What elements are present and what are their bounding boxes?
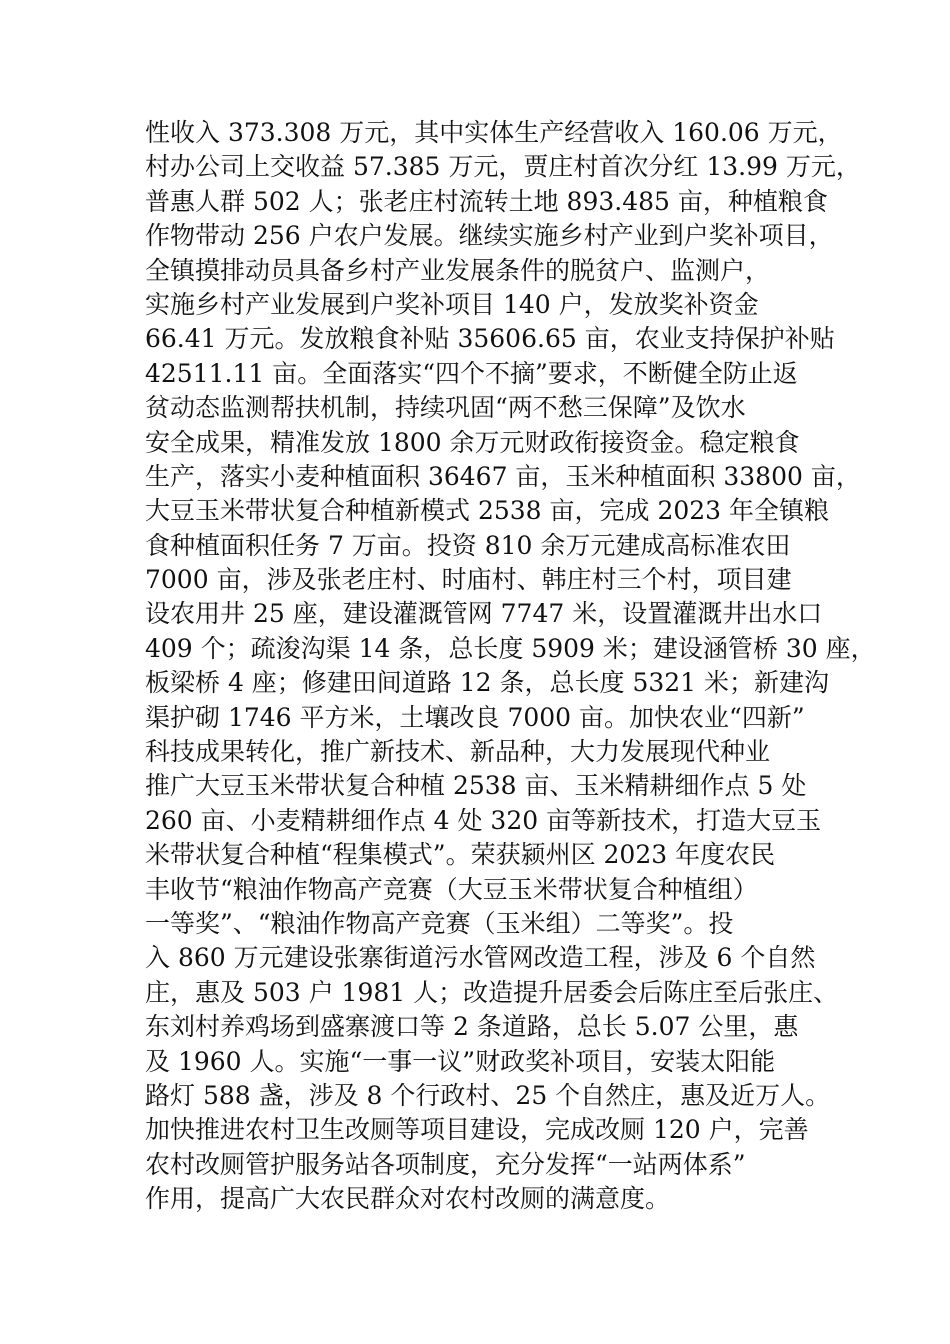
text-line: 实施乡村产业发展到户奖补项目 140 户，发放奖补资金 (145, 289, 759, 319)
text-line: 村办公司上交收益 57.385 万元，贾庄村首次分红 13.99 万元， (145, 152, 861, 182)
text-line: 米带状复合种植“程集模式”。荣获颍州区 2023 年度农民 (145, 840, 776, 870)
text-line: 安全成果，精准发放 1800 余万元财政衔接资金。稳定粮食 (145, 427, 800, 457)
text-line: 409 个；疏浚沟渠 14 条，总长度 5909 米；建设涵管桥 30 座， (145, 633, 876, 663)
text-line: 庄，惠及 503 户 1981 人；改造提升居委会后陈庄至后张庄、 (145, 977, 839, 1007)
text-line: 农村改厕管护服务站各项制度，充分发挥“一站两体系” (145, 1149, 746, 1179)
text-line: 推广大豆玉米带状复合种植 2538 亩、玉米精耕细作点 5 处 (145, 771, 807, 801)
body-text (145, 116, 876, 1217)
text-line: 生产，落实小麦种植面积 36467 亩，玉米种植面积 33800 亩， (145, 461, 861, 491)
text-line: 加快推进农村卫生改厕等项目建设，完成改厕 120 户，完善 (145, 1115, 809, 1145)
text-line: 普惠人群 502 人；张老庄村流转土地 893.485 亩，种植粮食 (145, 186, 828, 216)
text-line: 科技成果转化，推广新技术、新品种，大力发展现代种业 (145, 737, 771, 767)
text-line: 食种植面积任务 7 万亩。投资 810 余万元建成高标准农田 (145, 530, 791, 560)
text-line: 260 亩、小麦精耕细作点 4 处 320 亩等新技术，打造大豆玉 (145, 805, 822, 835)
text-line: 路灯 588 盏，涉及 8 个行政村、25 个自然庄，惠及近万人。 (145, 1080, 831, 1110)
text-line: 作用，提高广大农民群众对农村改厕的满意度。 (145, 1184, 671, 1214)
text-line: 设农用井 25 座，建设灌溉管网 7747 米，设置灌溉井出水口 (145, 599, 823, 629)
text-line: 丰收节“粮油作物高产竞赛（大豆玉米带状复合种植组） (145, 874, 758, 904)
text-line: 7000 亩，涉及张老庄村、时庙村、韩庄村三个村，项目建 (145, 565, 792, 595)
text-line: 板梁桥 4 座；修建田间道路 12 条，总长度 5321 米；新建沟 (145, 668, 830, 698)
text-line: 作物带动 256 户农户发展。继续实施乡村产业到户奖补项目， (145, 221, 834, 251)
text-line: 42511.11 亩。全面落实“四个不摘”要求，不断健全防止返 (145, 358, 798, 388)
text-line: 性收入 373.308 万元，其中实体生产经营收入 160.06 万元， (145, 118, 843, 147)
text-line: 一等奖”、“粮油作物高产竞赛（玉米组）二等奖”。投 (145, 908, 734, 938)
text-line: 全镇摸排动员具备乡村产业发展条件的脱贫户、监测户， (145, 255, 771, 285)
text-line: 入 860 万元建设张寨街道污水管网改造工程，涉及 6 个自然 (145, 943, 816, 973)
text-line: 东刘村养鸡场到盛寨渡口等 2 条道路，总长 5.07 公里，惠 (145, 1012, 799, 1042)
text-line: 贫动态监测帮扶机制，持续巩固“两不愁三保障”及饮水 (145, 393, 746, 423)
text-line: 66.41 万元。发放粮食补贴 35606.65 亩，农业支持保护补贴 (145, 324, 835, 354)
text-line: 渠护砌 1746 平方米，土壤改良 7000 亩。加快农业“四新” (145, 702, 805, 732)
text-line: 大豆玉米带状复合种植新模式 2538 亩，完成 2023 年全镇粮 (145, 496, 830, 526)
text-line: 及 1960 人。实施“一事一议”财政奖补项目，安装太阳能 (145, 1046, 776, 1076)
